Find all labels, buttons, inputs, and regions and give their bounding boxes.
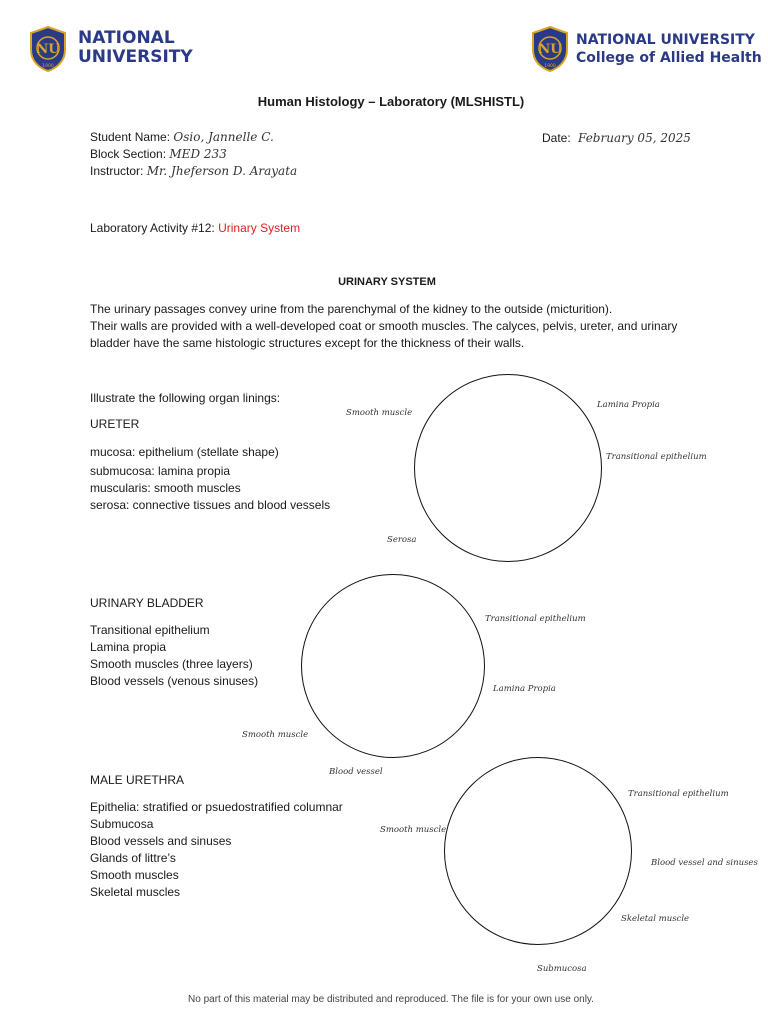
urethra-label-skeletal-muscle: Skeletal muscle (621, 914, 690, 924)
block-section-value: MED 233 (169, 147, 227, 161)
intro-line: The urinary passages convey urine from the parenchymal of the kidney to the outside (micturition). (90, 302, 613, 316)
right-logo (530, 26, 762, 74)
date-row (542, 130, 691, 147)
list-item: mucosa: epithelium (stellate shape) (90, 445, 279, 459)
list-item: serosa: connective tissues and blood vessels (90, 498, 331, 512)
urethra-label-smooth-muscle: Smooth muscle (380, 825, 447, 835)
date-value: February 05, 2025 (578, 131, 691, 145)
instructor-row (90, 163, 297, 180)
svg-text:NU: NU (36, 42, 60, 57)
svg-text:1900: 1900 (544, 64, 556, 69)
bladder-drawing-circle (301, 574, 485, 758)
svg-text:1900: 1900 (42, 64, 54, 69)
intro-paragraph (90, 301, 710, 352)
urethra-list (90, 799, 343, 901)
urethra-label-transitional: Transitional epithelium (628, 789, 729, 799)
urethra-label-submucosa: Submucosa (537, 964, 587, 974)
left-logo (28, 26, 208, 74)
activity-row (90, 220, 300, 237)
document-title: Human Histology – Laboratory (MLSHISTL) (257, 94, 525, 109)
section-title: URINARY SYSTEM (338, 276, 436, 288)
ureter-heading: URETER (90, 417, 140, 431)
list-item: Blood vessels and sinuses (90, 834, 232, 848)
ureter-drawing-circle (414, 374, 602, 562)
intro-line: Their walls are provided with a well-developed coat or smooth muscles. The calyces, pelvis, ureter, and urinary (90, 319, 678, 333)
svg-text:NU: NU (538, 42, 562, 57)
block-section-row (90, 146, 227, 163)
university-seal-icon (28, 26, 68, 72)
list-item: Lamina propia (90, 640, 167, 654)
university-seal-icon (530, 26, 570, 72)
right-logo-line2: College of Allied Health (576, 50, 762, 66)
list-item: Submucosa (90, 817, 154, 831)
list-item: Epithelia: stratified or psuedostratified columnar (90, 800, 343, 814)
right-logo-line1: NATIONAL UNIVERSITY (576, 32, 755, 48)
left-logo-line2: UNIVERSITY (78, 47, 193, 67)
list-item: submucosa: lamina propia (90, 464, 231, 478)
bladder-label-lamina-propia: Lamina Propia (493, 684, 556, 694)
ureter-label-lamina-propia: Lamina Propia (597, 400, 660, 410)
illustrate-instruction: Illustrate the following organ linings: (90, 391, 281, 405)
date-label: Date: (542, 131, 571, 145)
student-name-row (90, 129, 274, 146)
list-item: Smooth muscles (three layers) (90, 657, 253, 671)
list-item: Blood vessels (venous sinuses) (90, 674, 259, 688)
instructor-value: Mr. Jheferson D. Arayata (146, 164, 298, 178)
bladder-heading: URINARY BLADDER (90, 596, 204, 610)
student-name-label: Student Name: (90, 130, 171, 144)
list-item: Transitional epithelium (90, 623, 210, 637)
bladder-label-smooth-muscle: Smooth muscle (242, 730, 309, 740)
activity-label: Laboratory Activity #12: (90, 221, 215, 235)
bladder-label-transitional: Transitional epithelium (485, 614, 586, 624)
activity-value: Urinary System (218, 221, 301, 235)
ureter-list (90, 444, 330, 514)
bladder-list (90, 622, 258, 690)
ureter-label-transitional: Transitional epithelium (606, 452, 707, 462)
ureter-label-smooth-muscle: Smooth muscle (346, 408, 413, 418)
list-item: Glands of littre’s (90, 851, 176, 865)
intro-line: bladder have the same histologic structures except for the thickness of their walls. (90, 336, 525, 350)
list-item: muscularis: smooth muscles (90, 481, 241, 495)
left-logo-line1: NATIONAL (78, 28, 175, 48)
instructor-label: Instructor: (90, 164, 144, 178)
ureter-label-serosa: Serosa (387, 535, 417, 545)
urethra-drawing-circle (444, 757, 632, 945)
urethra-label-blood-vessel: Blood vessel and sinuses (651, 858, 758, 868)
student-name-value: Osio, Jannelle C. (173, 130, 274, 144)
bladder-label-blood-vessel: Blood vessel (329, 767, 383, 777)
list-item: Smooth muscles (90, 868, 179, 882)
urethra-heading: MALE URETHRA (90, 773, 185, 787)
footer-disclaimer: No part of this material may be distributed and reproduced. The file is for your own use only. (188, 994, 594, 1005)
block-section-label: Block Section: (90, 147, 167, 161)
list-item: Skeletal muscles (90, 885, 181, 899)
